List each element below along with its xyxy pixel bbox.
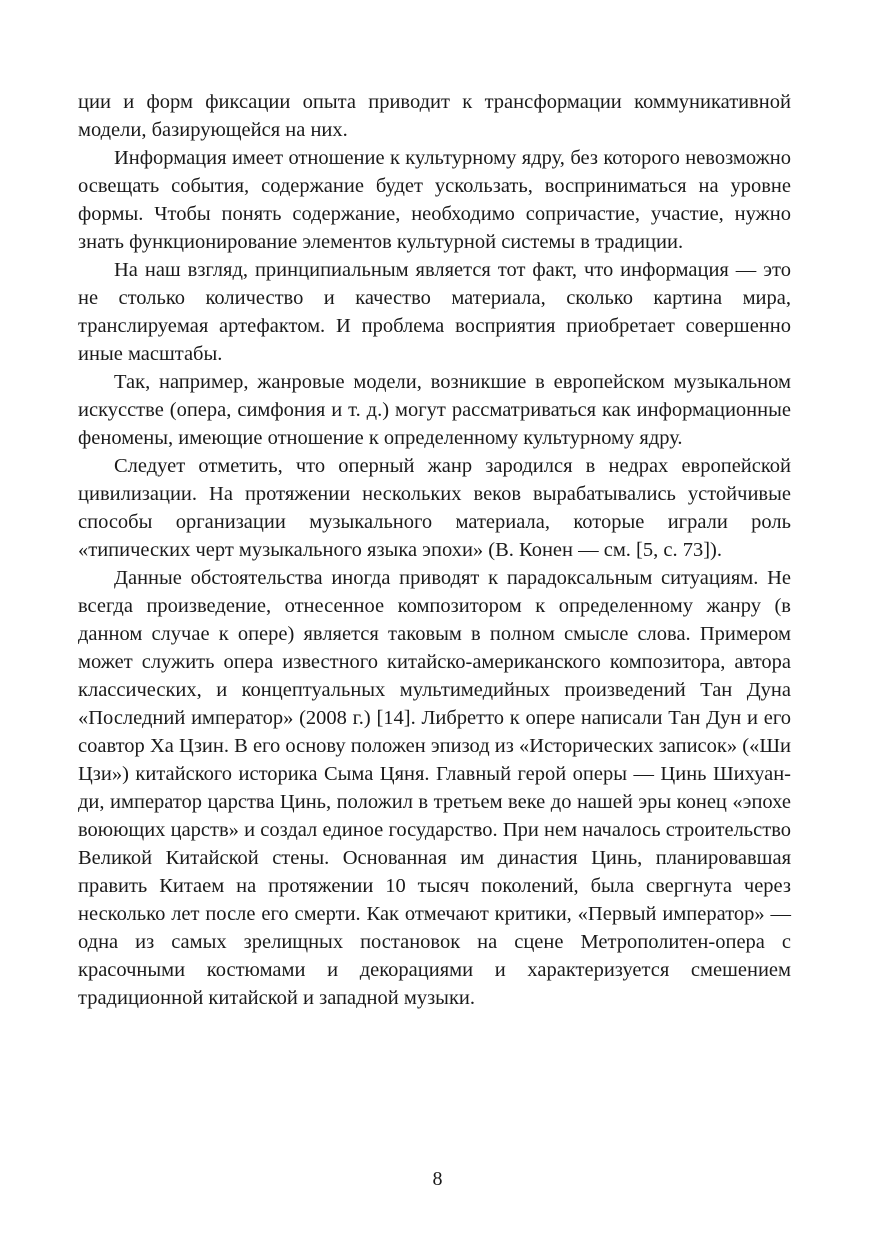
paragraph-5: Следует отметить, что оперный жанр зародился в недрах европейской цивилизации. На протяжении нескольких веков вырабатывались устойчивые способы организации музыкального материала, которые играли роль «типических черт музыкального языка эпохи» (В. Конен — см. [5, с. 73]). <box>78 455 791 561</box>
paragraph-4: Так, например, жанровые модели, возникшие в европейском музыкальном искусстве (опера, симфония и т. д.) могут рассматриваться как информационные феномены, имеющие отношение к определенному культурному ядру. <box>78 371 791 449</box>
page-number: 8 <box>432 1168 443 1190</box>
page-body <box>78 88 791 1012</box>
paragraph-2: Информация имеет отношение к культурному ядру, без которого невозможно освещать события, содержание будет ускользать, восприниматься на уровне формы. Чтобы понять содержание, необходимо сопричастие, участие, нужно знать функционирование элементов культурной системы в традиции. <box>78 147 791 253</box>
paragraph-6: Данные обстоятельства иногда приводят к парадоксальным ситуациям. Не всегда произведение, отнесенное композитором к определенному жанру (в данном случае к опере) является таковым в полном смысле слова. Примером может служить опера известного китайско-американского композитора, автора классических, и концептуальных мультимедийных произведений Тан Дуна «Последний император» (2008 г.) [14]. Либретто к опере написали Тан Дун и его соавтор Ха Цзин. В его основу положен эпизод из «Исторических записок» («Ши Цзи») китайского историка Сыма Цяня. Главный герой оперы — Цинь Шихуан-ди, император царства Цинь, положил в третьем веке до нашей эры конец «эпохе воюющих царств» и создал единое государство. При нем началось строительство Великой Китайской стены. Основанная им династия Цинь, планировавшая править Китаем на протяжении 10 тысяч поколений, была свергнута через несколько лет после его смерти. Как отмечают критики, «Первый император» — одна из самых зрелищных постановок на сцене Метрополитен-опера с красочными костюмами и декорациями и характеризуется смешением традиционной китайской и западной музыки. <box>78 567 791 1009</box>
paragraph-3: На наш взгляд, принципиальным является тот факт, что информация — это не столько количество и качество материала, сколько картина мира, транслируемая артефактом. И проблема восприятия приобретает совершенно иные масштабы. <box>78 259 791 365</box>
paragraph-1: ции и форм фиксации опыта приводит к трансформации коммуникативной модели, базирующейся на них. <box>78 91 791 141</box>
